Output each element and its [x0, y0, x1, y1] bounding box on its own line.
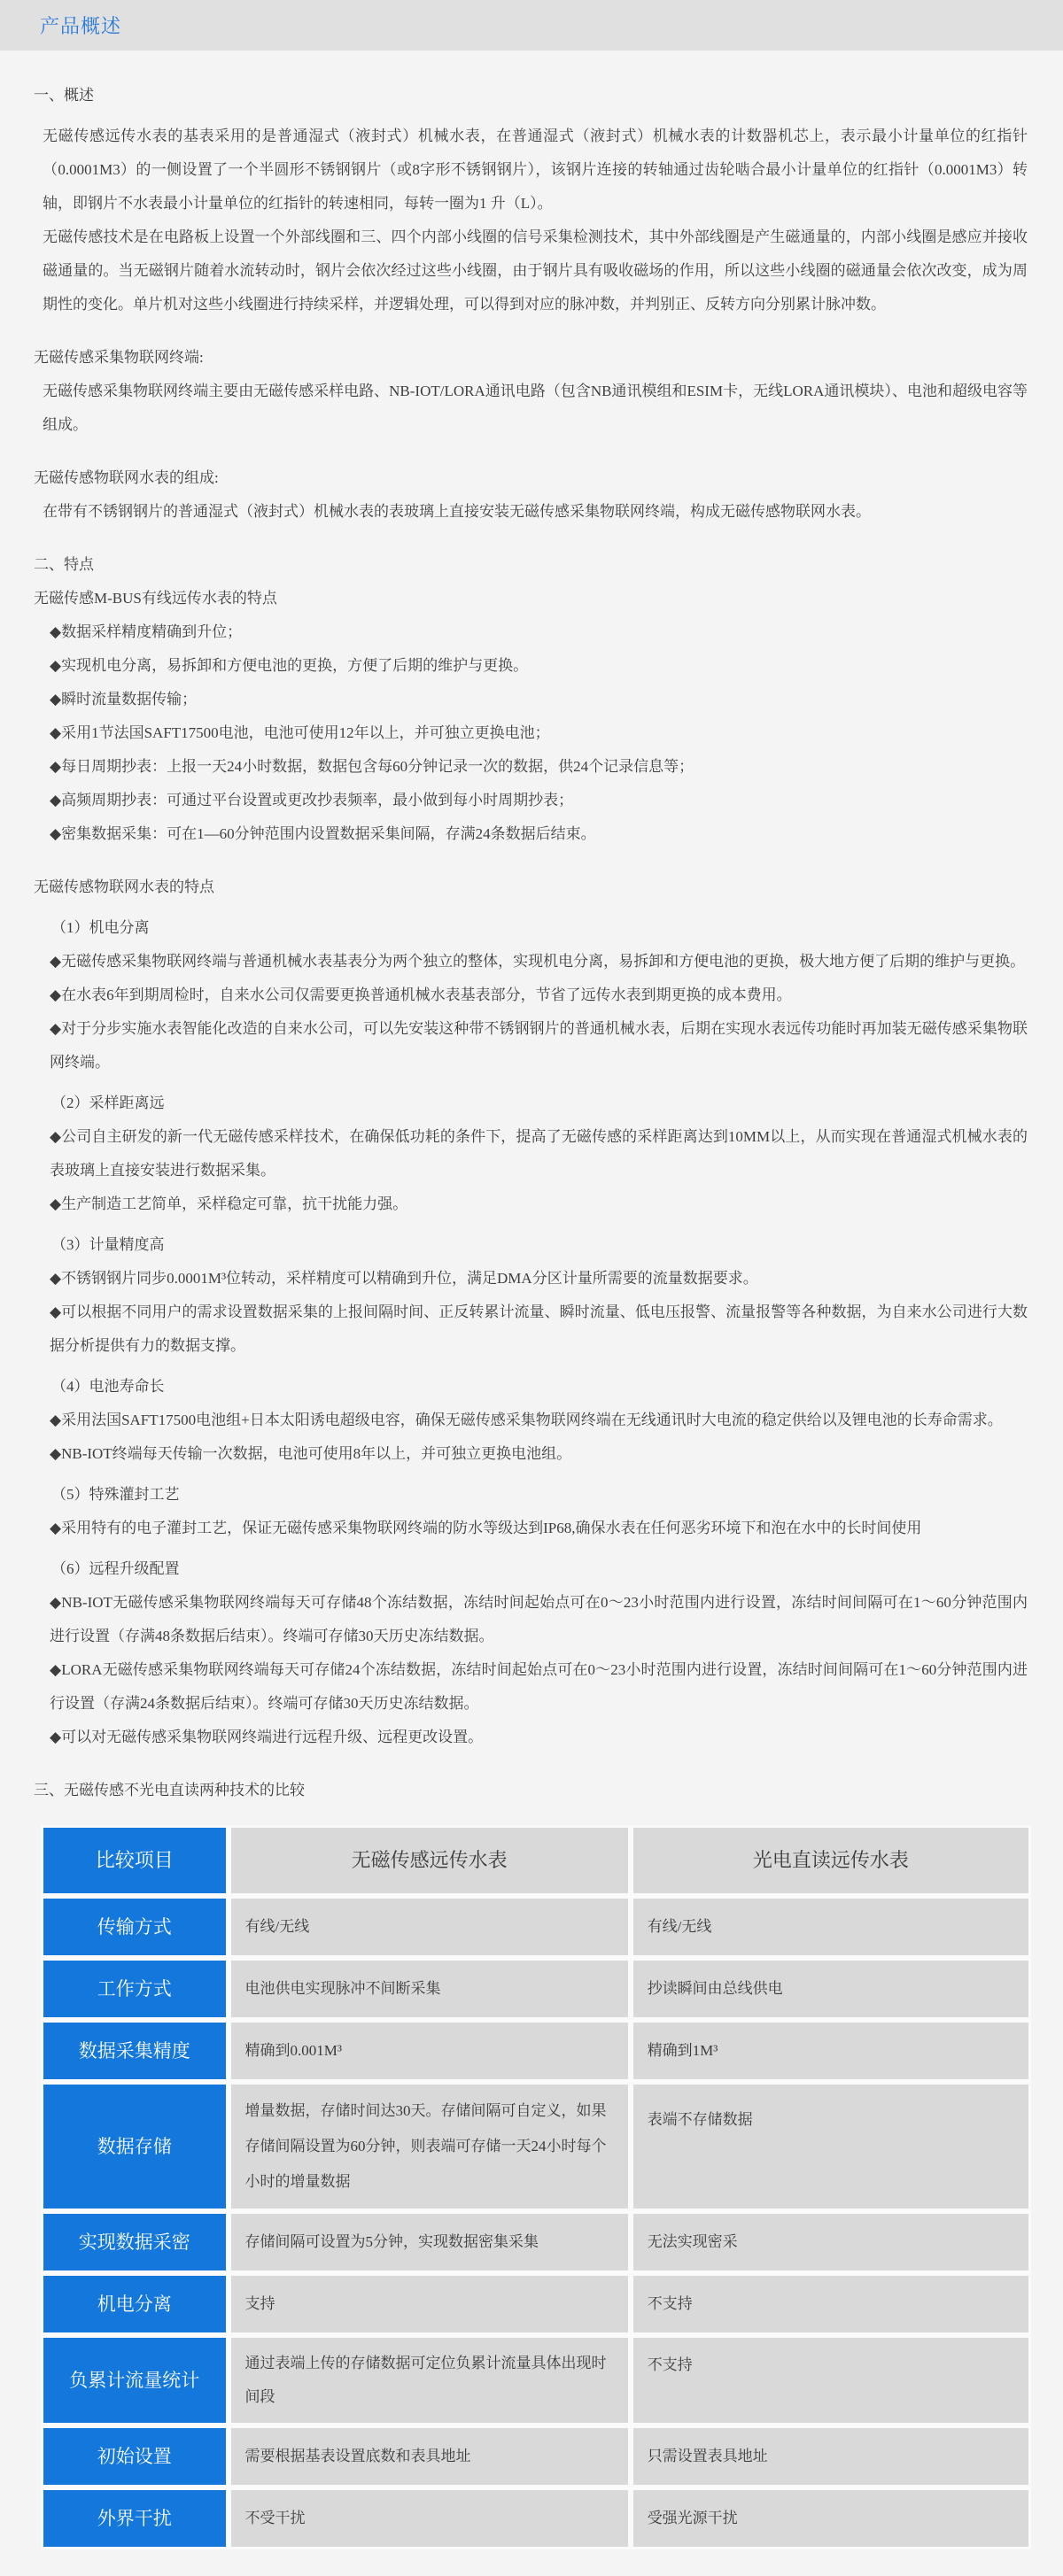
table-row: [41, 2487, 1031, 2549]
iot-group-title: （1）机电分离: [51, 919, 150, 936]
table-header-magnetless-meter: 无磁传感远传水表: [229, 1825, 631, 1896]
row-value: 无法实现密采: [631, 2211, 1031, 2273]
iot-bullet: ◆采用法国SAFT17500电池组+日本太阳诱电超级电容，确保无磁传感采集物联网终端在无线通讯时大电流的稳定供给以及锂电池的长寿命需求。: [50, 1412, 1003, 1428]
row-value: 通过表端上传的存储数据可定位负累计流量具体出现时间段: [229, 2335, 631, 2425]
iot-bullet: ◆可以对无磁传感采集物联网终端进行远程升级、远程更改设置。: [50, 1729, 484, 1745]
iot-group-title: （3）计量精度高: [51, 1236, 165, 1253]
mbus-feature-label: 无磁传感M-BUS有线远传水表的特点: [34, 590, 277, 607]
iot-bullet: ◆无磁传感采集物联网终端与普通机械水表基表分为两个独立的整体，实现机电分离，易拆卸和方便电池的更换，极大地方便了后期的维护与更换。: [50, 953, 1026, 970]
row-value: 抄读瞬间由总线供电: [631, 1958, 1031, 2020]
mbus-bullet: ◆瞬时流量数据传输；: [50, 691, 198, 708]
row-value: 需要根据基表设置底数和表具地址: [229, 2425, 631, 2487]
section1-paragraph: 无磁传感远传水表的基表采用的是普通湿式（液封式）机械水表，在普通湿式（液封式）机械水表的计数器机芯上，表示最小计量单位的红指针（0.0001M3）的一侧设置了一个半圆形不锈钢钢片（或8字形不锈钢钢片），该钢片连接的转轴通过齿轮啮合最小计量单位的红指针（0.0001M3）转轴，即钢片不水表最小计量单位的红指针的转速相同，每转一圈为1 升（L）。: [43, 128, 1028, 212]
table-header-photoelectric-meter: 光电直读远传水表: [631, 1825, 1031, 1896]
iot-bullet: ◆生产制造工艺简单，采样稳定可靠，抗干扰能力强。: [50, 1195, 408, 1212]
row-value: 增量数据，存储时间达30天。存储间隔可自定义，如果存储间隔设置为60分钟，则表端可存储一天24小时每个小时的增量数据: [229, 2082, 631, 2211]
row-value: 不支持: [631, 2335, 1031, 2425]
composition-label: 无磁传感物联网水表的组成:: [34, 469, 219, 486]
iot-bullet: ◆公司自主研发的新一代无磁传感采样技术，在确保低功耗的条件下，提高了无磁传感的采样距离达到10MM以上，从而实现在普通湿式机械水表的表玻璃上直接安装进行数据采集。: [50, 1128, 1028, 1179]
table-row: [41, 2020, 1031, 2082]
row-key: 机电分离: [41, 2273, 229, 2335]
iot-bullet: ◆采用特有的电子灌封工艺，保证无磁传感采集物联网终端的防水等级达到IP68,确保水表在任何恶劣环境下和泡在水中的长时间使用: [50, 1520, 922, 1536]
comparison-table: [41, 1825, 1031, 2549]
table-row: [41, 1958, 1031, 2020]
page-header-band: [0, 0, 1063, 50]
mbus-bullet: ◆数据采样精度精确到升位；: [50, 623, 243, 640]
iot-bullet: ◆在水表6年到期周检时，自来水公司仅需要更换普通机械水表基表部分，节省了远传水表到期更换的成本费用。: [50, 986, 792, 1003]
table-row: [41, 2082, 1031, 2211]
section3-heading: 三、无磁传感不光电直读两种技术的比较: [34, 1782, 305, 1799]
composition-text: 在带有不锈钢钢片的普通湿式（液封式）机械水表的表玻璃上直接安装无磁传感采集物联网终端，构成无磁传感物联网水表。: [43, 503, 871, 520]
iot-bullet: ◆不锈钢钢片同步0.0001M³位转动，采样精度可以精确到升位，满足DMA分区计量所需要的流量数据要求。: [50, 1270, 758, 1287]
iot-bullet: ◆LORA无磁传感采集物联网终端每天可存储24个冻结数据，冻结时间起始点可在0～23小时范围内进行设置，冻结时间间隔可在1～60分钟范围内进行设置（存满24条数据后结束）。终端可存储30天历史冻结数据。: [50, 1661, 1028, 1712]
row-key: 实现数据采密: [41, 2211, 229, 2273]
iot-feature-label: 无磁传感物联网水表的特点: [34, 878, 214, 895]
row-value: 精确到1M³: [631, 2020, 1031, 2082]
row-value: 受强光源干扰: [631, 2487, 1031, 2549]
iot-group-title: （5）特殊灌封工艺: [51, 1486, 180, 1503]
table-header-compare-item: 比较项目: [41, 1825, 229, 1896]
section1-paragraph: 无磁传感技术是在电路板上设置一个外部线圈和三、四个内部小线圈的信号采集检测技术，其中外部线圈是产生磁通量的，内部小线圈是感应并接收磁通量的。当无磁钢片随着水流转动时，钢片会依次经过这些小线圈，由于钢片具有吸收磁场的作用，所以这些小线圈的磁通量会依次改变，成为周期性的变化。单片机对这些小线圈进行持续采样，并逻辑处理，可以得到对应的脉冲数，并判别正、反转方向分别累计脉冲数。: [43, 228, 1028, 313]
mbus-bullet: ◆每日周期抄表：上报一天24小时数据，数据包含每60分钟记录一次的数据，供24个记录信息等；: [50, 758, 694, 775]
table-row: [41, 2335, 1031, 2425]
iot-group-title: （2）采样距离远: [51, 1095, 165, 1111]
row-value: 有线/无线: [631, 1896, 1031, 1958]
iot-group-title: （4）电池寿命长: [51, 1378, 165, 1395]
row-value: 不支持: [631, 2273, 1031, 2335]
page-content: [0, 50, 1063, 2576]
row-key: 工作方式: [41, 1958, 229, 2020]
iot-bullet: ◆对于分步实施水表智能化改造的自来水公司，可以先安装这种带不锈钢钢片的普通机械水表，后期在实现水表远传功能时再加装无磁传感采集物联网终端。: [50, 1020, 1028, 1071]
iot-bullet: ◆NB-IOT终端每天传输一次数据，电池可使用8年以上，并可独立更换电池组。: [50, 1445, 572, 1462]
row-value: 电池供电实现脉冲不间断采集: [229, 1958, 631, 2020]
row-value: 只需设置表具地址: [631, 2425, 1031, 2487]
mbus-bullet: ◆高频周期抄表：可通过平台设置或更改抄表频率，最小做到每小时周期抄表；: [50, 792, 574, 808]
mbus-bullet: ◆密集数据采集：可在1—60分钟范围内设置数据采集间隔，存满24条数据后结束。: [50, 825, 596, 842]
mbus-bullet: ◆实现机电分离，易拆卸和方便电池的更换，方便了后期的维护与更换。: [50, 657, 529, 674]
table-row: [41, 2211, 1031, 2273]
table-row: [41, 2425, 1031, 2487]
table-row: [41, 2273, 1031, 2335]
row-value: 存储间隔可设置为5分钟，实现数据密集采集: [229, 2211, 631, 2273]
iot-group-title: （6）远程升级配置: [51, 1560, 180, 1577]
row-key: 数据采集精度: [41, 2020, 229, 2082]
terminal-text: 无磁传感采集物联网终端主要由无磁传感采样电路、NB-IOT/LORA通讯电路（包含NB通讯模组和ESIM卡，无线LORA通讯模块）、电池和超级电容等组成。: [43, 383, 1028, 433]
row-key: 外界干扰: [41, 2487, 229, 2549]
row-key: 数据存储: [41, 2082, 229, 2211]
terminal-label: 无磁传感采集物联网终端:: [34, 349, 204, 366]
table-header-row: [41, 1825, 1031, 1896]
section1-heading: 一、概述: [34, 87, 94, 104]
row-value: 有线/无线: [229, 1896, 631, 1958]
row-value: 不受干扰: [229, 2487, 631, 2549]
row-key: 负累计流量统计: [41, 2335, 229, 2425]
iot-bullet: ◆可以根据不同用户的需求设置数据采集的上报间隔时间、正反转累计流量、瞬时流量、低电压报警、流量报警等各种数据，为自来水公司进行大数据分析提供有力的数据支撑。: [50, 1303, 1028, 1354]
row-key: 初始设置: [41, 2425, 229, 2487]
row-value: 精确到0.001M³: [229, 2020, 631, 2082]
row-value: 表端不存储数据: [631, 2082, 1031, 2211]
page-title: 产品概述: [40, 15, 122, 37]
iot-bullet: ◆NB-IOT无磁传感采集物联网终端每天可存储48个冻结数据，冻结时间起始点可在0～23小时范围内进行设置，冻结时间间隔可在1～60分钟范围内进行设置（存满48条数据后结束）。终端可存储30天历史冻结数据。: [50, 1594, 1028, 1644]
row-value: 支持: [229, 2273, 631, 2335]
section2-heading: 二、特点: [34, 556, 94, 573]
row-key: 传输方式: [41, 1896, 229, 1958]
table-row: [41, 1896, 1031, 1958]
mbus-bullet: ◆采用1节法国SAFT17500电池，电池可使用12年以上，并可独立更换电池；: [50, 724, 550, 741]
